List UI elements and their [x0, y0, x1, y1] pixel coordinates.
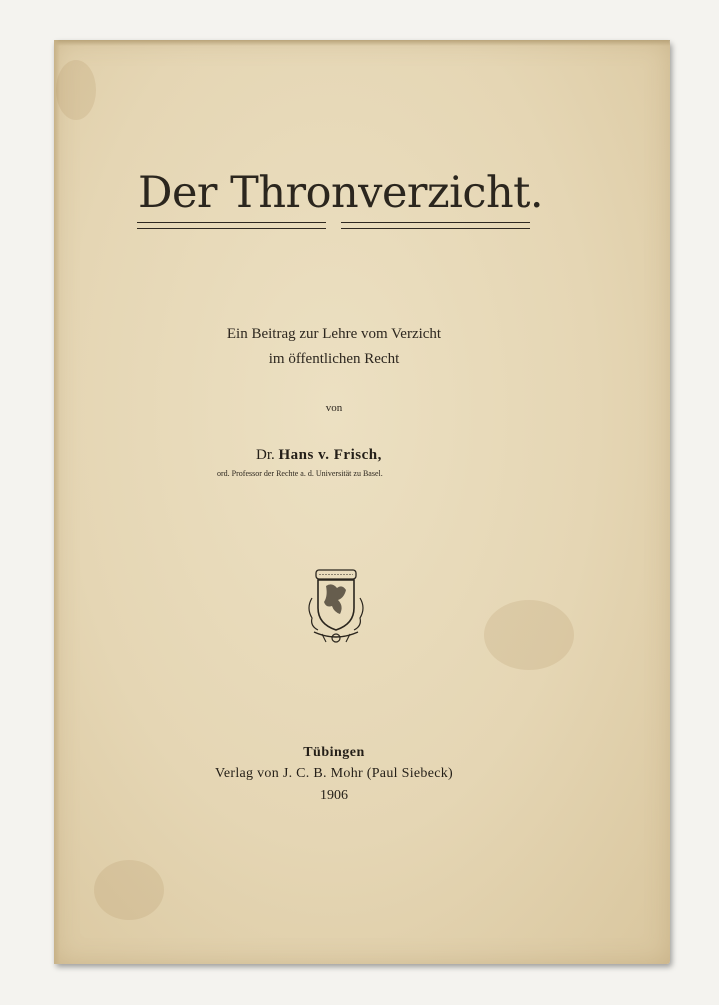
by-label: von: [325, 402, 343, 414]
paper-stain: [484, 600, 574, 670]
title-rule-right: [341, 222, 530, 229]
cover-left-edge: [54, 40, 60, 964]
author-name: Hans v. Frisch,: [278, 447, 382, 463]
publisher-crest-icon: [304, 568, 368, 648]
publication-city: Tübingen: [303, 745, 365, 760]
paper-stain: [94, 860, 164, 920]
subtitle-line-1: Ein Beitrag zur Lehre vom Verzicht: [226, 326, 442, 342]
author-prefix: Dr.: [256, 447, 275, 463]
cover-top-edge: [54, 40, 670, 46]
book-cover: [54, 40, 670, 964]
book-title: Der Thronverzicht.: [138, 168, 544, 218]
subtitle-line-2: im öffentlichen Recht: [268, 351, 400, 367]
paper-stain: [56, 60, 96, 120]
publisher: Verlag von J. C. B. Mohr (Paul Siebeck): [214, 766, 453, 781]
publication-year: 1906: [320, 788, 348, 803]
author-affiliation: ord. Professor der Rechte a. d. Universität zu Basel.: [217, 469, 383, 478]
title-rule-left: [137, 222, 326, 229]
author: [256, 447, 382, 464]
